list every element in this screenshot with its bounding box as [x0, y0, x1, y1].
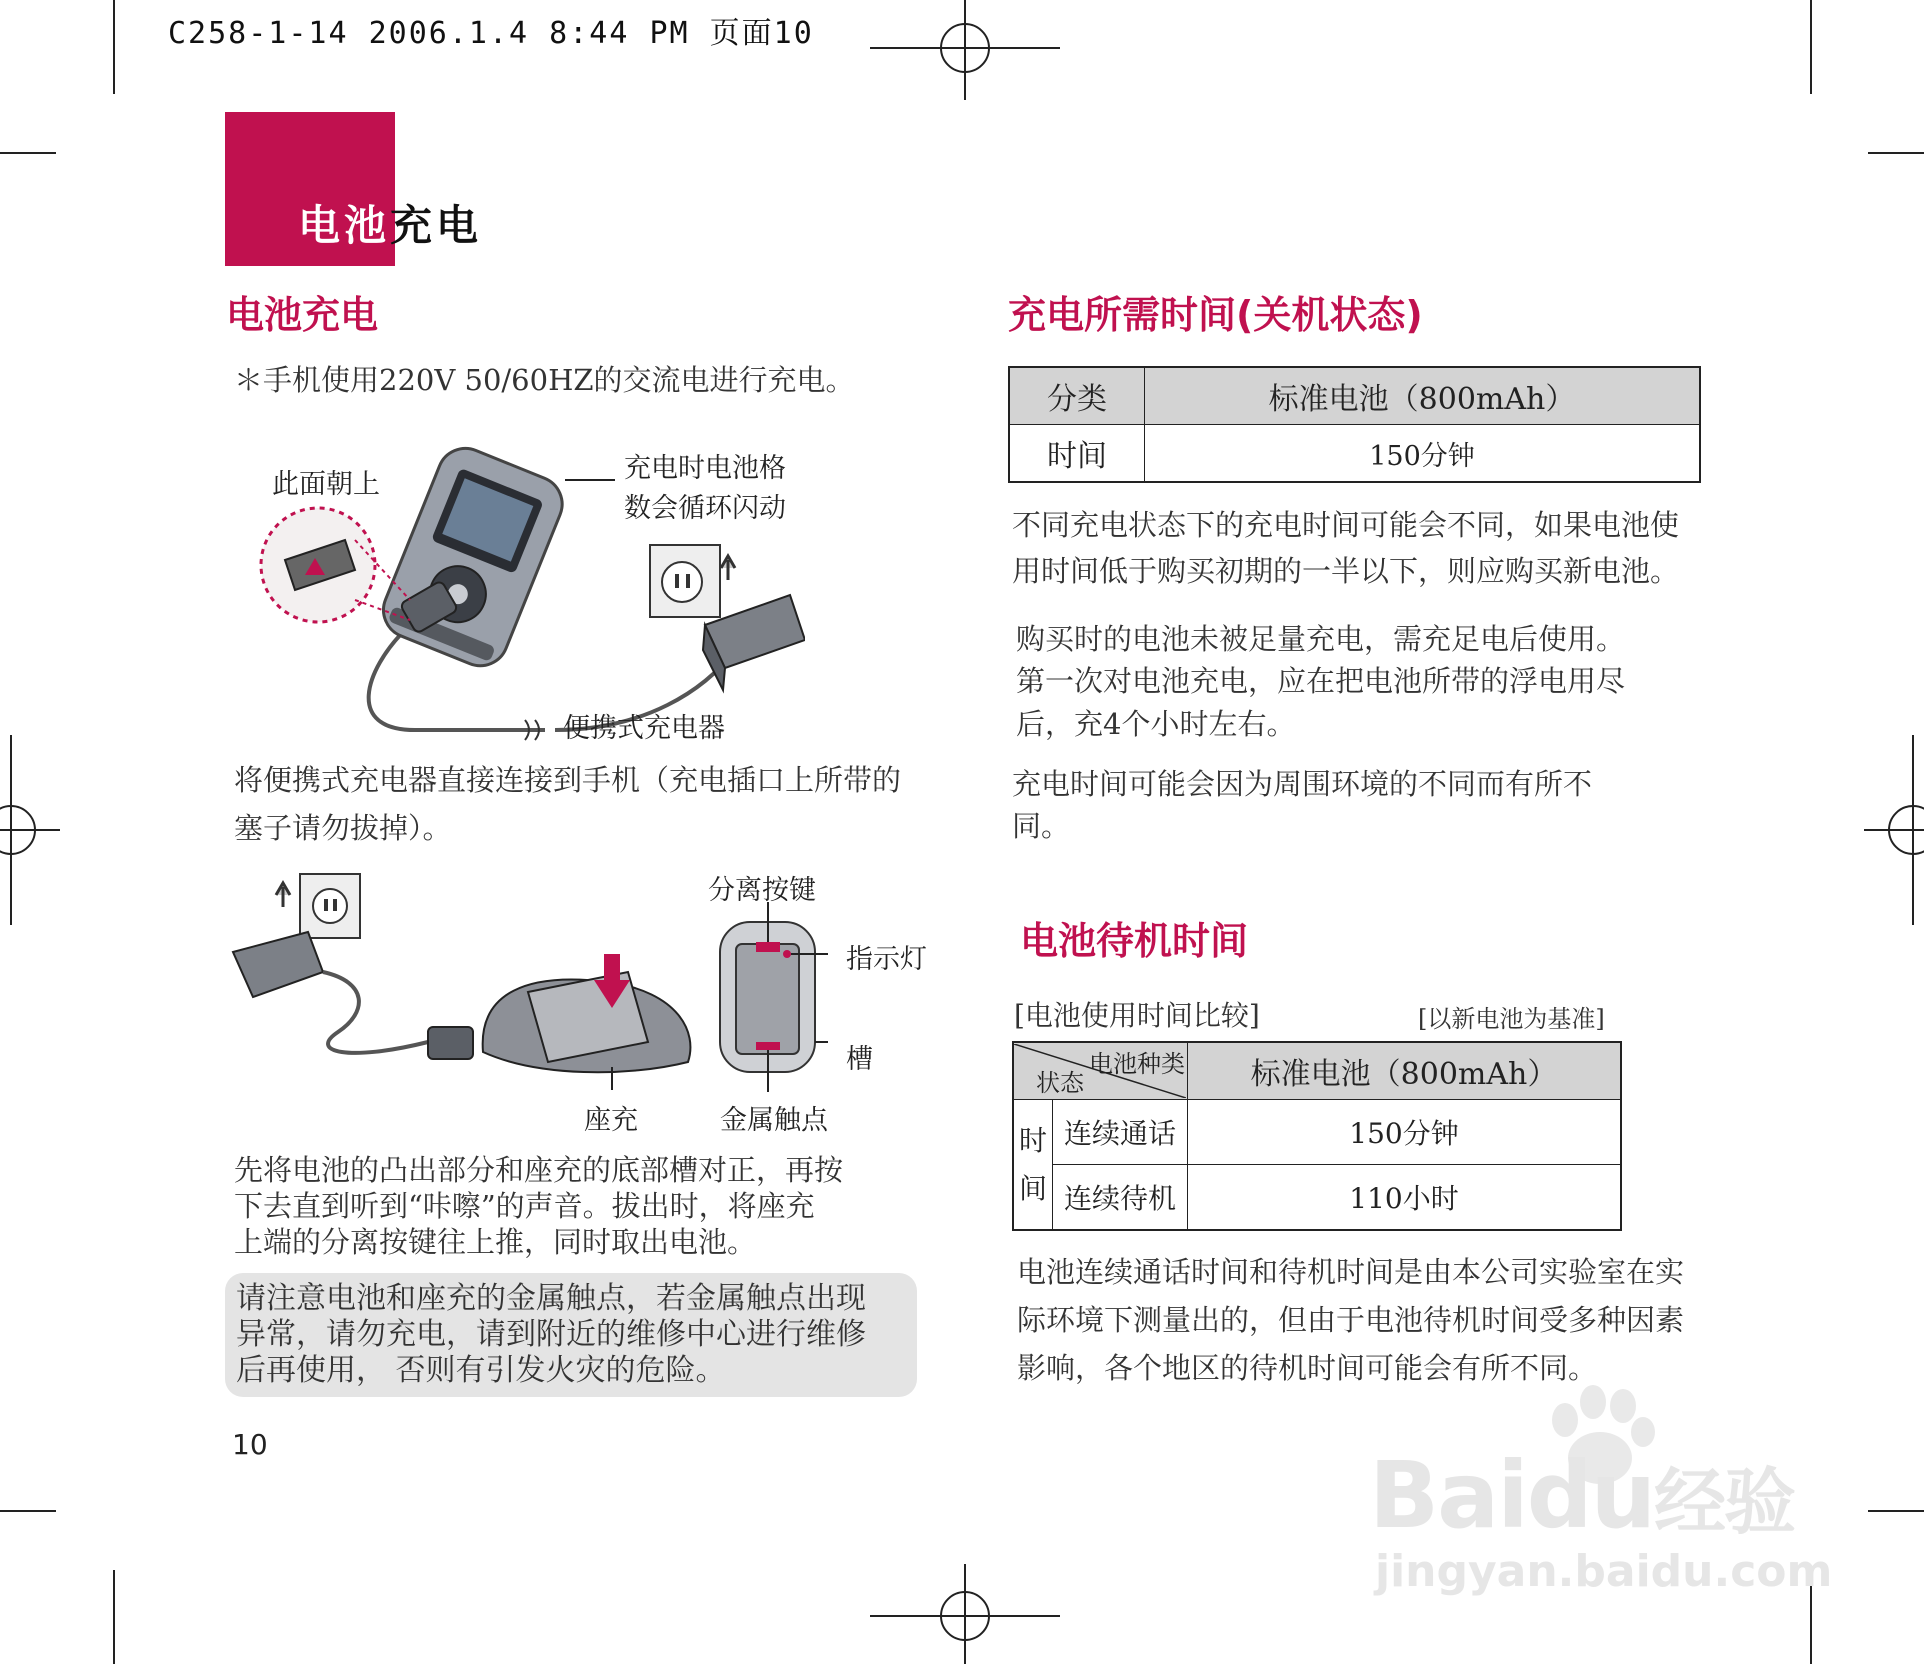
- p1-line1: 不同充电状态下的充电时间可能会不同，如果电池使: [1012, 508, 1680, 542]
- time-label-cell: 时 间: [1013, 1100, 1053, 1231]
- table-cell: 110小时: [1188, 1165, 1622, 1231]
- para2-line2: 下去直到听到“咔嚓”的声音。拔出时，将座充: [234, 1189, 815, 1223]
- heading-battery-charging: 电池充电: [226, 293, 379, 337]
- label-release-button: 分离按键: [708, 875, 816, 906]
- intro-text: ＊手机使用220V 50/60HZ的交流电进行充电。: [234, 363, 855, 397]
- standby-time-table: [1012, 1041, 1622, 1231]
- registration-mark-right: [1864, 740, 1924, 920]
- phone-illustration: [375, 440, 570, 674]
- table2-caption-right: [以新电池为基准]: [1418, 1005, 1605, 1033]
- para1-line1: 将便携式充电器直接连接到手机（充电插口上所带的: [234, 763, 902, 797]
- baidu-watermark: [1365, 1380, 1833, 1600]
- watermark-url: jingyan.baidu.com: [1375, 1546, 1833, 1597]
- p3-line1: 充电时间可能会因为周围环境的不同而有所不: [1012, 767, 1593, 801]
- table-row: [1013, 1165, 1621, 1231]
- heading-standby-time: 电池待机时间: [1020, 919, 1249, 963]
- label-indicator: 指示灯: [846, 944, 927, 975]
- registration-mark-bottom: [870, 1564, 1060, 1664]
- label-metal-contacts: 金属触点: [720, 1105, 828, 1136]
- para2-line1: 先将电池的凸出部分和座充的底部槽对正，再按: [234, 1153, 844, 1187]
- label-dock: 座充: [584, 1105, 638, 1136]
- battery-header: 标准电池（800mAh）: [1188, 1042, 1622, 1100]
- diag-bottom-label: 状态: [1036, 1069, 1084, 1097]
- label-portable-charger: 便携式充电器: [563, 713, 725, 744]
- print-header: C258-1-14 2006.1.4 8:44 PM 页面10: [168, 16, 814, 51]
- label-blink-1: 充电时电池格: [624, 453, 786, 484]
- para1-line2: 塞子请勿拔掉）。: [234, 811, 452, 845]
- section-title: 电池充电: [298, 201, 483, 250]
- warning-note: 请注意电池和座充的金属触点，若金属触点出现 异常，请勿充电，请到附近的维修中心进行维修 后再使用， 否则有引发火灾的危险。: [236, 1281, 866, 1388]
- table-cell: 150分钟: [1145, 425, 1701, 483]
- heading-charging-time: 充电所需时间(关机状态): [1008, 293, 1423, 337]
- charging-time-table: [1008, 366, 1701, 483]
- table-cell: 150分钟: [1188, 1100, 1622, 1165]
- table2-caption-left: [电池使用时间比较]: [1014, 999, 1260, 1032]
- label-slot: 槽: [846, 1044, 873, 1075]
- p2-line2: 第一次对电池充电，应在把电池所带的浮电用尽: [1016, 664, 1626, 698]
- diagonal-header-cell: [1013, 1042, 1188, 1100]
- p4-line3: 影响，各个地区的待机时间可能会有所不同。: [1017, 1351, 1598, 1385]
- page-number: 10: [232, 1428, 268, 1461]
- p4-line1: 电池连续通话时间和待机时间是由本公司实验室在实: [1017, 1255, 1685, 1289]
- p4-line2: 际环境下测量出的，但由于电池待机时间受多种因素: [1017, 1303, 1685, 1337]
- p2-line3: 后，充4个小时左右。: [1016, 707, 1296, 741]
- watermark-brand: Baidu经验: [1369, 1442, 1795, 1549]
- table-row: [1009, 367, 1700, 425]
- p1-line2: 用时间低于购买初期的一半以下，则应购买新电池。: [1012, 554, 1680, 588]
- para2-line3: 上端的分离按键往上推，同时取出电池。: [234, 1225, 757, 1259]
- registration-mark-top: [870, 0, 1060, 100]
- table-row: [1013, 1100, 1621, 1165]
- label-face-up: 此面朝上: [272, 469, 380, 500]
- table-cell: 标准电池（800mAh）: [1145, 367, 1701, 425]
- table-cell: 连续待机: [1053, 1165, 1188, 1231]
- diag-top-label: 电池种类: [1089, 1050, 1185, 1078]
- p3-line2: 同。: [1012, 809, 1071, 843]
- table-cell: 时间: [1009, 425, 1145, 483]
- p2-line1: 购买时的电池未被足量充电，需充足电后使用。: [1016, 622, 1626, 656]
- table-cell: 连续通话: [1053, 1100, 1188, 1165]
- label-blink-2: 数会循环闪动: [624, 493, 786, 524]
- table-cell: 分类: [1009, 367, 1145, 425]
- table-row: [1009, 425, 1700, 483]
- registration-mark-left: [0, 740, 60, 920]
